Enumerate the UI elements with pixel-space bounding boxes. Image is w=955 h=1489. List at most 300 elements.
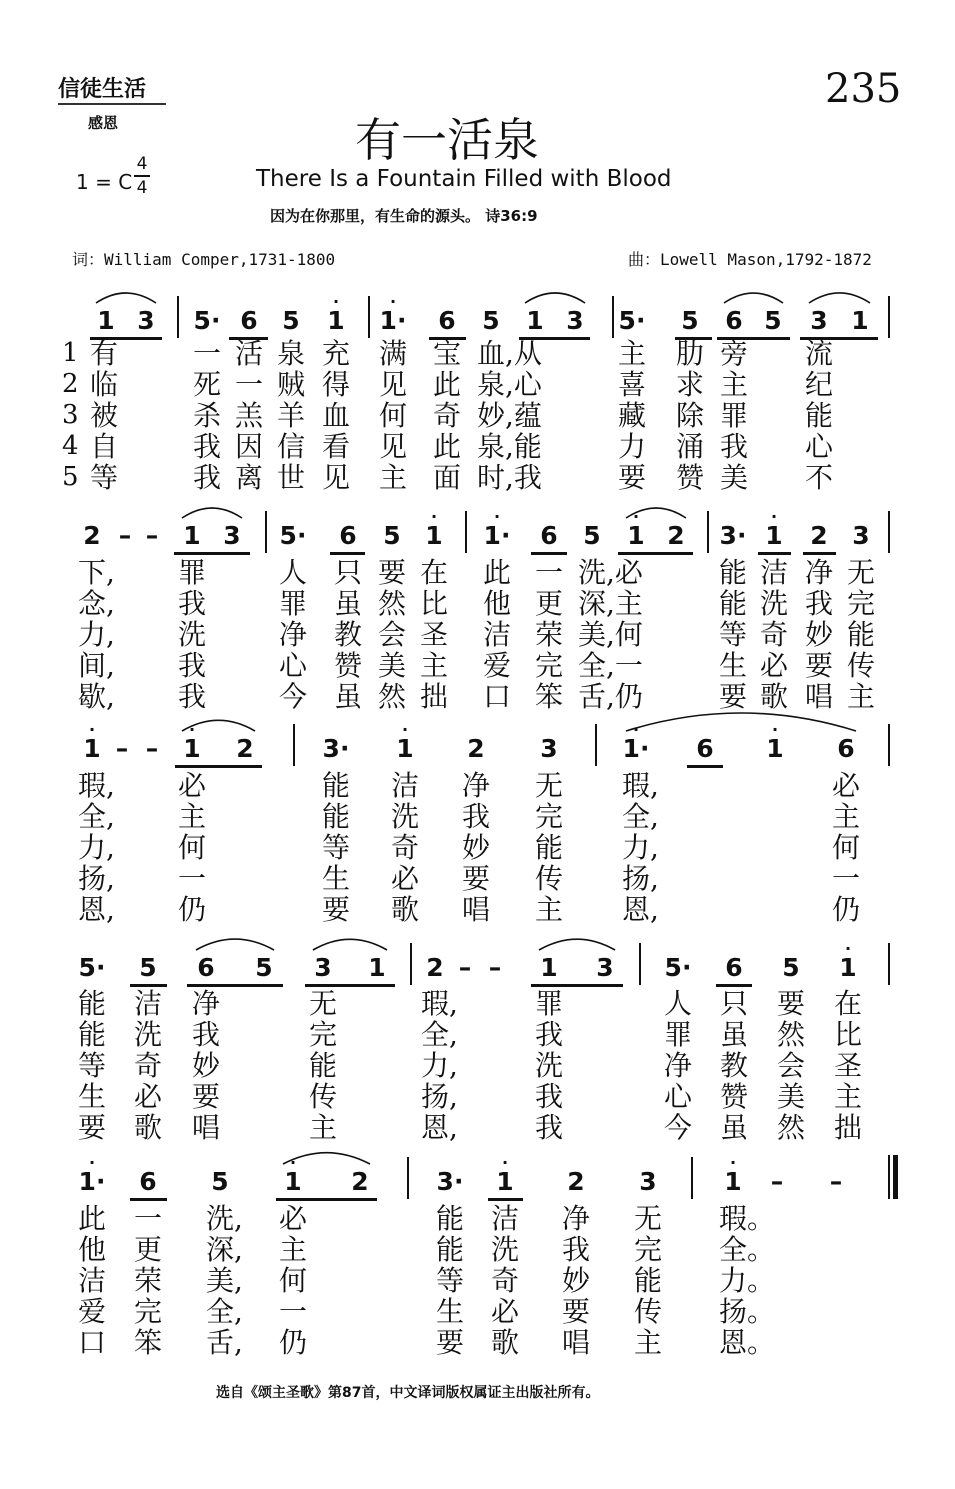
lyric-syllable: 一 — [534, 556, 563, 589]
jianpu-note: 2 — [467, 734, 485, 763]
lyric-syllable: 仍 — [278, 1326, 307, 1359]
lyric-syllable: 间, — [78, 649, 115, 682]
lyric-syllable: 血 — [321, 399, 350, 432]
lyric-syllable: 能 — [846, 618, 875, 651]
english-title: There Is a Fountain Filled with Blood — [256, 166, 672, 192]
jianpu-note: 3 — [596, 953, 614, 982]
lyric-syllable: 必 — [759, 649, 788, 682]
jianpu-note: 6 — [197, 953, 215, 982]
jianpu-note: · 1· — [379, 292, 407, 335]
lyric-syllable: 力, — [421, 1049, 458, 1082]
jianpu-note: 6 — [696, 734, 714, 763]
lyric-syllable: 我 — [719, 430, 748, 463]
lyric-syllable: 传 — [846, 649, 875, 682]
lyric-syllable: 能 — [435, 1233, 464, 1266]
jianpu-note: 2 — [567, 1167, 585, 1196]
lyric-syllable: 罪 — [719, 399, 748, 432]
lyric-syllable: 完 — [633, 1233, 662, 1266]
jianpu-note: – — [118, 521, 132, 550]
lyricist-credit: 词：William Comper,1731-1800 — [72, 250, 336, 269]
lyric-syllable: 美 — [377, 649, 406, 682]
octave-dot: · — [729, 1153, 737, 1172]
jianpu-note: 1 — [851, 306, 869, 335]
lyric-syllable: 能 — [633, 1264, 662, 1297]
jianpu-note: 5 — [583, 521, 601, 550]
jianpu-note: · 1 — [278, 1167, 308, 1197]
jianpu-note: 3 — [566, 306, 584, 335]
lyric-syllable: 只 — [333, 556, 362, 589]
jianpu-note: 6 — [725, 953, 743, 982]
lyric-syllable: 扬, — [622, 862, 659, 895]
lyric-syllable: 主 — [534, 893, 563, 926]
lyric-syllable: 等 — [718, 618, 747, 651]
lyric-syllable: 歇, — [78, 680, 115, 713]
lyric-syllable: 唱 — [804, 680, 833, 713]
lyric-syllable: 见 — [321, 461, 350, 494]
lyric-syllable: 教 — [719, 1049, 748, 1082]
lyric-syllable: 等 — [77, 1049, 106, 1082]
lyric-syllable: 要 — [461, 862, 490, 895]
lyric-syllable: 一 — [278, 1295, 307, 1328]
slur — [626, 713, 856, 731]
lyric-syllable: 肋 — [675, 337, 704, 370]
jianpu-note: 6 — [837, 734, 855, 763]
jianpu-note: – — [770, 1167, 784, 1196]
lyric-syllable: 妙 — [191, 1049, 220, 1082]
lyric-syllable: 虽 — [333, 587, 362, 620]
verse-number: 2 — [62, 369, 79, 399]
jianpu-note: 5 — [764, 306, 782, 335]
lyric-syllable: 全, — [421, 1018, 458, 1051]
jianpu-note: 1 — [368, 953, 386, 982]
lyric-syllable: 能 — [77, 987, 106, 1020]
lyric-syllable: 全, — [622, 800, 659, 833]
jianpu-note: 2 — [810, 521, 828, 550]
lyric-syllable: 泉,能 — [477, 430, 542, 463]
lyric-syllable: 一 — [192, 337, 221, 370]
lyric-syllable: 流 — [804, 337, 833, 370]
lyric-syllable: 歌 — [490, 1326, 519, 1359]
jianpu-note: 2 — [351, 1167, 369, 1196]
lyric-syllable: 主 — [308, 1111, 337, 1144]
lyric-syllable: 主 — [633, 1326, 662, 1359]
lyric-syllable: 洗 — [133, 1018, 162, 1051]
lyric-syllable: 然 — [776, 1111, 805, 1144]
lyric-syllable: 一 — [177, 862, 206, 895]
lyric-syllable: 能 — [321, 769, 350, 802]
lyric-syllable: 荣 — [534, 618, 563, 651]
slur — [182, 508, 242, 518]
jianpu-note: · 1· — [78, 1153, 106, 1196]
slur — [196, 939, 274, 950]
slur — [626, 508, 686, 518]
lyric-syllable: 瑕, — [78, 769, 115, 802]
jianpu-note: · 1 — [490, 1167, 520, 1197]
jianpu-note: 5 — [681, 306, 699, 335]
lyric-syllable: 临 — [89, 368, 118, 401]
lyric-syllable: 心 — [804, 430, 833, 463]
lyric-syllable: 洗 — [390, 800, 419, 833]
hymn-number: 235 — [825, 66, 902, 112]
octave-dot: · — [188, 720, 196, 739]
lyric-syllable: 笨 — [534, 680, 563, 713]
lyric-syllable: 全, — [206, 1295, 243, 1328]
lyric-syllable: 主 — [846, 680, 875, 713]
lyric-syllable: 羊 — [276, 399, 305, 432]
jianpu-note: 3 — [540, 734, 558, 763]
lyric-syllable: 奇 — [133, 1049, 162, 1082]
lyric-syllable: 必 — [177, 769, 206, 802]
lyric-syllable: 能 — [718, 556, 747, 589]
lyric-syllable: 虽 — [333, 680, 362, 713]
lyric-syllable: 死 — [192, 368, 221, 401]
lyric-syllable: 无 — [846, 556, 875, 589]
lyric-syllable: 因 — [234, 430, 263, 463]
lyric-syllable: 离 — [234, 461, 263, 494]
lyric-syllable: 赞 — [719, 1080, 748, 1113]
lyric-syllable: 要 — [561, 1295, 590, 1328]
lyric-syllable: 虽 — [719, 1018, 748, 1051]
lyric-syllable: 被 — [89, 399, 118, 432]
lyric-syllable: 心 — [278, 649, 307, 682]
lyric-syllable: 何 — [831, 831, 860, 864]
slur — [96, 293, 156, 303]
octave-dot: · — [430, 507, 438, 526]
lyric-syllable: 念, — [78, 587, 115, 620]
lyric-syllable: 活 — [234, 337, 263, 370]
lyric-syllable: 见 — [378, 368, 407, 401]
lyric-syllable: 要 — [804, 649, 833, 682]
lyric-syllable: 只 — [719, 987, 748, 1020]
octave-dot: · — [844, 939, 852, 958]
lyric-syllable: 扬。 — [719, 1295, 776, 1328]
jianpu-note: 1 — [526, 306, 544, 335]
jianpu-note: 5· — [193, 306, 221, 335]
lyric-syllable: 能 — [435, 1202, 464, 1235]
lyric-syllable: 舌, — [206, 1326, 243, 1359]
lyric-syllable: 力 — [617, 430, 646, 463]
jianpu-note: 3 — [137, 306, 155, 335]
lyric-syllable: 洁 — [482, 618, 511, 651]
jianpu-note: 1 — [540, 953, 558, 982]
slur — [182, 720, 255, 731]
lyric-syllable: 瑕, — [421, 987, 458, 1020]
lyric-syllable: 我 — [804, 587, 833, 620]
lyric-syllable: 主 — [419, 649, 448, 682]
slur — [283, 1153, 370, 1164]
slur — [313, 939, 387, 950]
lyric-syllable: 力, — [622, 831, 659, 864]
lyric-syllable: 爱 — [77, 1295, 106, 1328]
lyric-syllable: 恩, — [78, 893, 115, 926]
lyric-syllable: 主 — [833, 1080, 862, 1113]
lyric-syllable: 妙 — [461, 831, 490, 864]
lyric-syllable: 要 — [617, 461, 646, 494]
lyric-syllable: 要 — [718, 680, 747, 713]
lyric-syllable: 羔 — [234, 399, 263, 432]
lyric-syllable: 我 — [192, 430, 221, 463]
verse-number: 1 — [62, 338, 79, 368]
verse-number: 4 — [62, 431, 79, 461]
lyric-syllable: 我 — [461, 800, 490, 833]
lyric-syllable: 不 — [804, 461, 833, 494]
jianpu-note: 5 — [255, 953, 273, 982]
time-signature-top: 4 — [136, 154, 148, 174]
jianpu-note: 6 — [139, 1167, 157, 1196]
lyric-syllable: 能 — [321, 800, 350, 833]
slur — [724, 293, 783, 303]
lyric-syllable: 我 — [192, 461, 221, 494]
lyric-syllable: 赞 — [675, 461, 704, 494]
lyric-syllable: 无 — [534, 769, 563, 802]
jianpu-note: 6 — [725, 306, 743, 335]
lyric-syllable: 血,从 — [477, 337, 542, 370]
lyric-syllable: 除 — [675, 399, 704, 432]
lyric-syllable: 信 — [276, 430, 305, 463]
lyric-syllable: 我 — [534, 1111, 563, 1144]
lyric-syllable: 必 — [831, 769, 860, 802]
lyric-syllable: 能 — [804, 399, 833, 432]
lyric-syllable: 看 — [321, 430, 350, 463]
lyric-syllable: 必 — [390, 862, 419, 895]
jianpu-note: 5 — [282, 306, 300, 335]
lyric-syllable: 洁 — [759, 556, 788, 589]
lyric-syllable: 净 — [461, 769, 490, 802]
lyric-syllable: 我 — [534, 1018, 563, 1051]
lyric-syllable: 然 — [377, 680, 406, 713]
lyric-syllable: 他 — [77, 1233, 106, 1266]
lyric-syllable: 一 — [234, 368, 263, 401]
lyric-syllable: 要 — [321, 893, 350, 926]
octave-dot: · — [771, 720, 779, 739]
jianpu-note: 3· — [322, 734, 350, 763]
lyric-syllable: 自 — [89, 430, 118, 463]
lyric-syllable: 奇 — [490, 1264, 519, 1297]
lyric-syllable: 更 — [133, 1233, 162, 1266]
lyric-syllable: 一 — [133, 1202, 162, 1235]
lyric-syllable: 见 — [378, 430, 407, 463]
lyric-syllable: 贼 — [276, 368, 305, 401]
octave-dot: · — [632, 507, 640, 526]
lyric-syllable: 妙 — [561, 1264, 590, 1297]
jianpu-note: · 1 — [760, 734, 790, 764]
lyric-syllable: 罪 — [177, 556, 206, 589]
lyric-syllable: 必 — [490, 1295, 519, 1328]
lyric-syllable: 生 — [77, 1080, 106, 1113]
lyric-syllable: 在 — [419, 556, 448, 589]
jianpu-note: 5· — [664, 953, 692, 982]
jianpu-note: · 1· — [483, 507, 511, 550]
lyric-syllable: 生 — [718, 649, 747, 682]
lyric-syllable: 宝 — [432, 337, 461, 370]
jianpu-note: 3 — [639, 1167, 657, 1196]
lyric-syllable: 圣 — [833, 1049, 862, 1082]
slur — [809, 293, 870, 303]
lyric-syllable: 完 — [534, 800, 563, 833]
jianpu-note: · 1 — [321, 306, 351, 336]
lyric-syllable: 口 — [77, 1326, 106, 1359]
lyric-syllable: 主 — [831, 800, 860, 833]
lyric-syllable: 罪 — [534, 987, 563, 1020]
lyric-syllable: 何 — [278, 1264, 307, 1297]
composer-credit: 曲：Lowell Mason,1792-1872 — [628, 250, 872, 269]
lyric-syllable: 生 — [321, 862, 350, 895]
lyric-syllable: 心 — [663, 1080, 692, 1113]
lyric-syllable: 歌 — [133, 1111, 162, 1144]
jianpu-note: · 1· — [622, 720, 650, 763]
octave-dot: · — [401, 720, 409, 739]
hymn-title: 有一活泉 — [355, 113, 539, 167]
lyric-syllable: 涌 — [675, 430, 704, 463]
lyric-syllable: 爱 — [482, 649, 511, 682]
lyric-syllable: 传 — [308, 1080, 337, 1113]
lyric-syllable: 纪 — [804, 368, 833, 401]
lyric-syllable: 荣 — [133, 1264, 162, 1297]
lyric-syllable: 唱 — [461, 893, 490, 926]
lyric-syllable: 笨 — [133, 1326, 162, 1359]
scripture-reference: 因为在你那里，有生命的源头。 诗36:9 — [270, 207, 538, 225]
lyric-syllable: 我 — [177, 587, 206, 620]
lyric-syllable: 有 — [89, 337, 118, 370]
lyric-syllable: 唱 — [191, 1111, 220, 1144]
lyric-syllable: 净 — [561, 1202, 590, 1235]
lyric-syllable: 人 — [663, 987, 692, 1020]
lyric-syllable: 全, — [78, 800, 115, 833]
lyric-syllable: 美, — [206, 1264, 243, 1297]
lyric-syllable: 我 — [561, 1233, 590, 1266]
lyric-syllable: 等 — [321, 831, 350, 864]
lyric-syllable: 拙 — [419, 680, 448, 713]
lyric-syllable: 要 — [776, 987, 805, 1020]
lyric-syllable: 此 — [432, 368, 461, 401]
lyric-syllable: 比 — [833, 1018, 862, 1051]
lyric-syllable: 仍 — [177, 893, 206, 926]
lyric-syllable: 此 — [432, 430, 461, 463]
jianpu-note: 6 — [438, 306, 456, 335]
lyric-syllable: 净 — [278, 618, 307, 651]
lyric-syllable: 洁 — [133, 987, 162, 1020]
lyric-syllable: 无 — [308, 987, 337, 1020]
lyric-syllable: 洗 — [177, 618, 206, 651]
lyric-syllable: 全。 — [719, 1233, 776, 1266]
jianpu-note: – — [458, 953, 472, 982]
lyric-syllable: 必 — [133, 1080, 162, 1113]
lyric-syllable: 得 — [321, 368, 350, 401]
hymn-category: 信徒生活 — [58, 77, 147, 102]
lyric-syllable: 扬, — [78, 862, 115, 895]
lyric-syllable: 洗,必 — [578, 556, 643, 589]
lyric-syllable: 奇 — [390, 831, 419, 864]
lyric-syllable: 此 — [77, 1202, 106, 1235]
jianpu-note: – — [145, 734, 159, 763]
lyric-syllable: 深, — [206, 1233, 243, 1266]
jianpu-note: 5· — [618, 306, 646, 335]
lyric-syllable: 奇 — [432, 399, 461, 432]
lyric-syllable: 圣 — [419, 618, 448, 651]
lyric-syllable: 主 — [617, 337, 646, 370]
lyric-syllable: 教 — [333, 618, 362, 651]
lyric-syllable: 我 — [534, 1080, 563, 1113]
lyric-syllable: 主 — [177, 800, 206, 833]
octave-dot: · — [501, 1153, 509, 1172]
lyric-syllable: 能 — [77, 1018, 106, 1051]
octave-dot: · — [493, 507, 501, 526]
lyric-syllable: 泉 — [276, 337, 305, 370]
lyric-syllable: 仍 — [831, 893, 860, 926]
lyric-syllable: 唱 — [561, 1326, 590, 1359]
jianpu-note: – — [488, 953, 502, 982]
lyric-syllable: 今 — [278, 680, 307, 713]
lyric-syllable: 何 — [378, 399, 407, 432]
lyric-syllable: 泉,心 — [477, 368, 542, 401]
jianpu-note: 2 — [236, 734, 254, 763]
lyric-syllable: 瑕。 — [719, 1202, 776, 1235]
lyric-syllable: 面 — [432, 461, 461, 494]
octave-dot: · — [389, 292, 397, 311]
lyric-syllable: 恩, — [421, 1111, 458, 1144]
slur — [525, 293, 585, 303]
jianpu-note: · 1 — [833, 953, 863, 983]
jianpu-note: 2 — [667, 521, 685, 550]
jianpu-note: 5 — [482, 306, 500, 335]
jianpu-note: 3 — [852, 521, 870, 550]
lyric-syllable: 力, — [78, 831, 115, 864]
lyric-syllable: 洁 — [390, 769, 419, 802]
lyric-syllable: 比 — [419, 587, 448, 620]
jianpu-note: – — [829, 1167, 843, 1196]
jianpu-note: · 1 — [177, 734, 207, 764]
jianpu-note: 6 — [339, 521, 357, 550]
jianpu-note: 3· — [436, 1167, 464, 1196]
lyric-syllable: 罪 — [663, 1018, 692, 1051]
lyric-syllable: 主 — [719, 368, 748, 401]
lyric-syllable: 下, — [78, 556, 115, 589]
lyric-syllable: 罪 — [278, 587, 307, 620]
lyric-syllable: 深,主 — [578, 587, 643, 620]
lyric-syllable: 能 — [718, 587, 747, 620]
hymn-subcategory: 感恩 — [88, 114, 119, 132]
lyric-syllable: 等 — [435, 1264, 464, 1297]
jianpu-note: 5 — [383, 521, 401, 550]
jianpu-note: 2 — [426, 953, 444, 982]
lyric-syllable: 洁 — [490, 1202, 519, 1235]
lyric-syllable: 恩, — [622, 893, 659, 926]
lyric-syllable: 恩。 — [719, 1326, 776, 1359]
lyric-syllable: 能 — [534, 831, 563, 864]
jianpu-note: · 1 — [77, 734, 107, 764]
jianpu-note: · 1 — [390, 734, 420, 764]
lyric-syllable: 然 — [776, 1018, 805, 1051]
lyric-syllable: 求 — [675, 368, 704, 401]
lyric-syllable: 要 — [77, 1111, 106, 1144]
lyric-syllable: 洗, — [206, 1202, 243, 1235]
lyric-syllable: 喜 — [617, 368, 646, 401]
lyric-syllable: 全,一 — [578, 649, 643, 682]
lyric-syllable: 等 — [89, 461, 118, 494]
lyric-syllable: 时,我 — [477, 461, 542, 494]
lyric-syllable: 歌 — [759, 680, 788, 713]
jianpu-note: · 1 — [718, 1167, 748, 1197]
jianpu-note: · 1 — [759, 521, 789, 551]
lyric-syllable: 洗 — [534, 1049, 563, 1082]
jianpu-note: – — [145, 521, 159, 550]
lyric-syllable: 净 — [663, 1049, 692, 1082]
verse-number: 3 — [62, 400, 79, 430]
jianpu-note: 6 — [540, 521, 558, 550]
lyric-syllable: 完 — [308, 1018, 337, 1051]
lyric-syllable: 要 — [435, 1326, 464, 1359]
lyric-syllable: 歌 — [390, 893, 419, 926]
